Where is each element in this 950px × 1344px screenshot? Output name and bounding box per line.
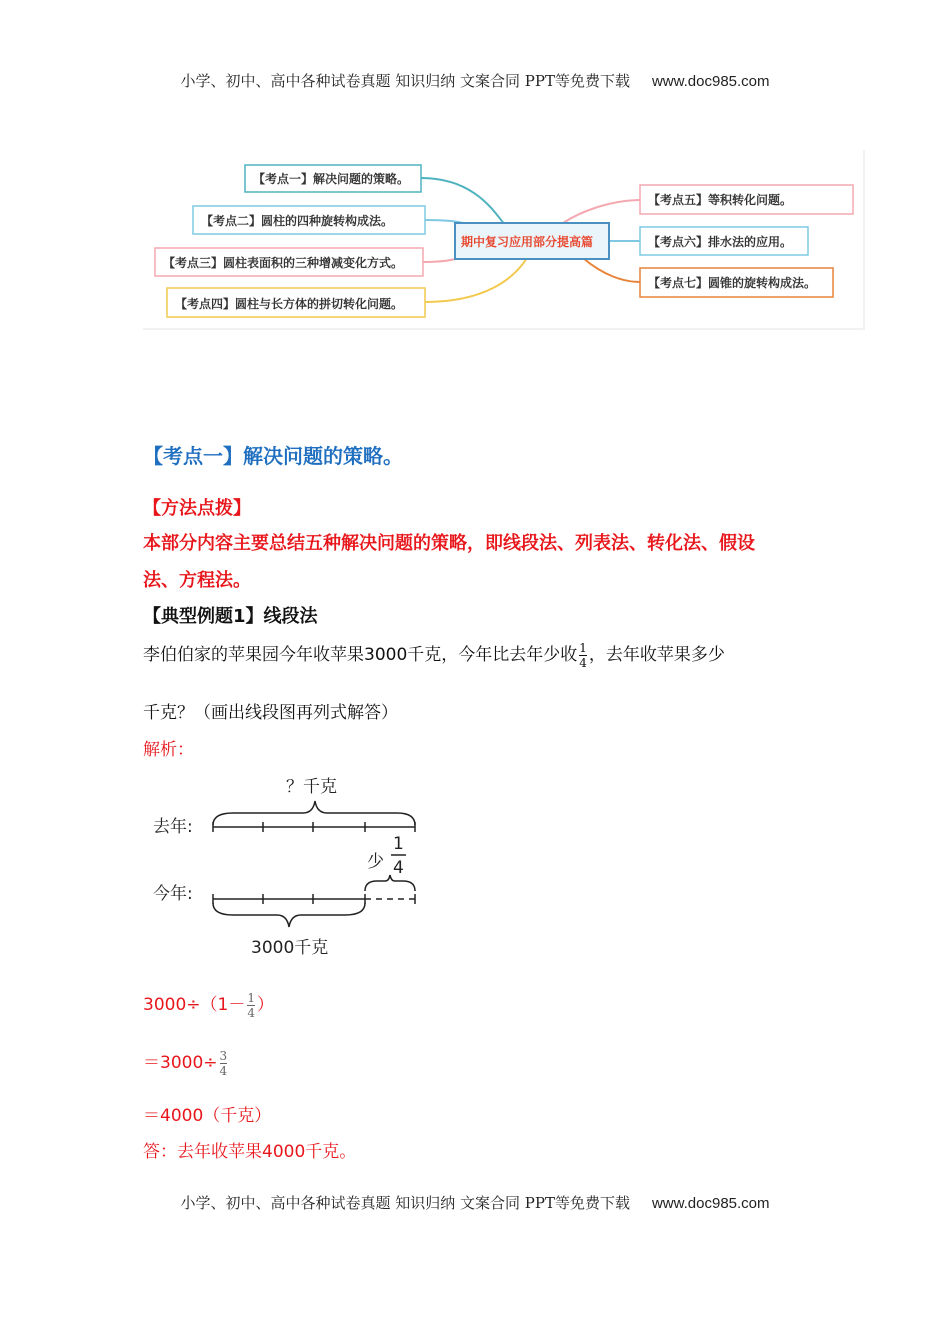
mindmap-node-6[interactable] xyxy=(640,227,808,255)
this-year-bottom-brace xyxy=(213,903,365,927)
mindmap-node-4[interactable] xyxy=(167,288,425,317)
step1-num: 1 xyxy=(247,990,255,1005)
step2-fraction xyxy=(220,1049,228,1078)
step1-den: 4 xyxy=(247,1005,255,1020)
this-year-label: 今年: xyxy=(153,884,193,904)
mindmap-node-4-label: 【考点四】圆柱与长方体的拼切转化问题。 xyxy=(175,297,404,311)
known-label: 3000千克 xyxy=(251,938,329,958)
footer-text: 小学、初中、高中各种试卷真题 知识归纳 文案合同 PPT等免费下载 xyxy=(180,1194,630,1212)
header-text: 小学、初中、高中各种试卷真题 知识归纳 文案合同 PPT等免费下载 xyxy=(180,72,630,90)
last-year-top-brace xyxy=(213,801,415,825)
solution-answer: 答：去年收苹果4000千克。 xyxy=(143,1142,357,1162)
mindmap-node-3-label: 【考点三】圆柱表面积的三种增减变化方式。 xyxy=(163,256,404,270)
mindmap-node-6-label: 【考点六】排水法的应用。 xyxy=(648,235,793,249)
mindmap-node-5[interactable] xyxy=(640,185,853,214)
solution-step1 xyxy=(143,990,274,1020)
line-segment-diagram xyxy=(143,765,433,965)
question-part2: ，去年收苹果多少 xyxy=(588,645,725,665)
page-footer xyxy=(0,1192,950,1213)
question-line2: 千克？（画出线段图再列式解答） xyxy=(143,703,398,723)
mindmap-center-node[interactable] xyxy=(455,223,609,259)
step2-prefix: ＝3000÷ xyxy=(143,1053,218,1073)
question-fraction xyxy=(579,641,587,670)
mindmap-center-label: 期中复习应用部分提高篇 xyxy=(461,235,594,249)
mindmap-node-7-label: 【考点七】圆锥的旋转构成法。 xyxy=(648,276,817,290)
question-frac-den: 4 xyxy=(579,655,587,670)
header-site-link[interactable]: www.doc985.com xyxy=(651,73,770,90)
step1-suffix: ） xyxy=(256,995,274,1015)
unknown-label: ？千克 xyxy=(286,777,337,797)
question-frac-num: 1 xyxy=(579,640,587,655)
question-part1: 李伯伯家的苹果园今年收苹果3000千克，今年比去年少收 xyxy=(143,645,578,665)
page-header xyxy=(0,70,950,91)
mindmap-node-7[interactable] xyxy=(640,268,833,297)
less-brace xyxy=(365,875,415,891)
mindmap-node-1[interactable] xyxy=(245,165,421,192)
mindmap-node-5-label: 【考点五】等积转化问题。 xyxy=(648,193,793,207)
mindmap-node-2-label: 【考点二】圆柱的四种旋转构成法。 xyxy=(201,214,394,228)
solution-step2 xyxy=(143,1048,229,1078)
less-label: 少 xyxy=(367,852,384,872)
last-year-label: 去年: xyxy=(153,817,193,837)
step1-prefix: 3000÷（1－ xyxy=(143,995,246,1015)
method-text-line1: 本部分内容主要总结五种解决问题的策略，即线段法、列表法、转化法、假设 xyxy=(143,533,755,554)
analysis-label: 解析： xyxy=(143,740,194,760)
mindmap-node-3[interactable] xyxy=(155,248,423,276)
solution-step3: ＝4000（千克） xyxy=(143,1106,272,1126)
method-text-line2: 法、方程法。 xyxy=(143,570,251,591)
mindmap-node-2[interactable] xyxy=(193,206,425,234)
question-line1 xyxy=(143,640,725,670)
method-heading: 【方法点拨】 xyxy=(143,498,251,519)
footer-site-link[interactable]: www.doc985.com xyxy=(651,1195,770,1212)
less-frac-num: 1 xyxy=(393,834,404,854)
mindmap-node-1-label: 【考点一】解决问题的策略。 xyxy=(253,172,410,186)
step2-num: 3 xyxy=(219,1048,228,1063)
step1-fraction xyxy=(247,991,255,1020)
example-heading: 【典型例题1】线段法 xyxy=(143,606,318,627)
section-title: 【考点一】解决问题的策略。 xyxy=(143,444,403,468)
mind-map xyxy=(143,150,865,330)
less-frac-den: 4 xyxy=(393,858,404,878)
step2-den: 4 xyxy=(219,1063,228,1078)
